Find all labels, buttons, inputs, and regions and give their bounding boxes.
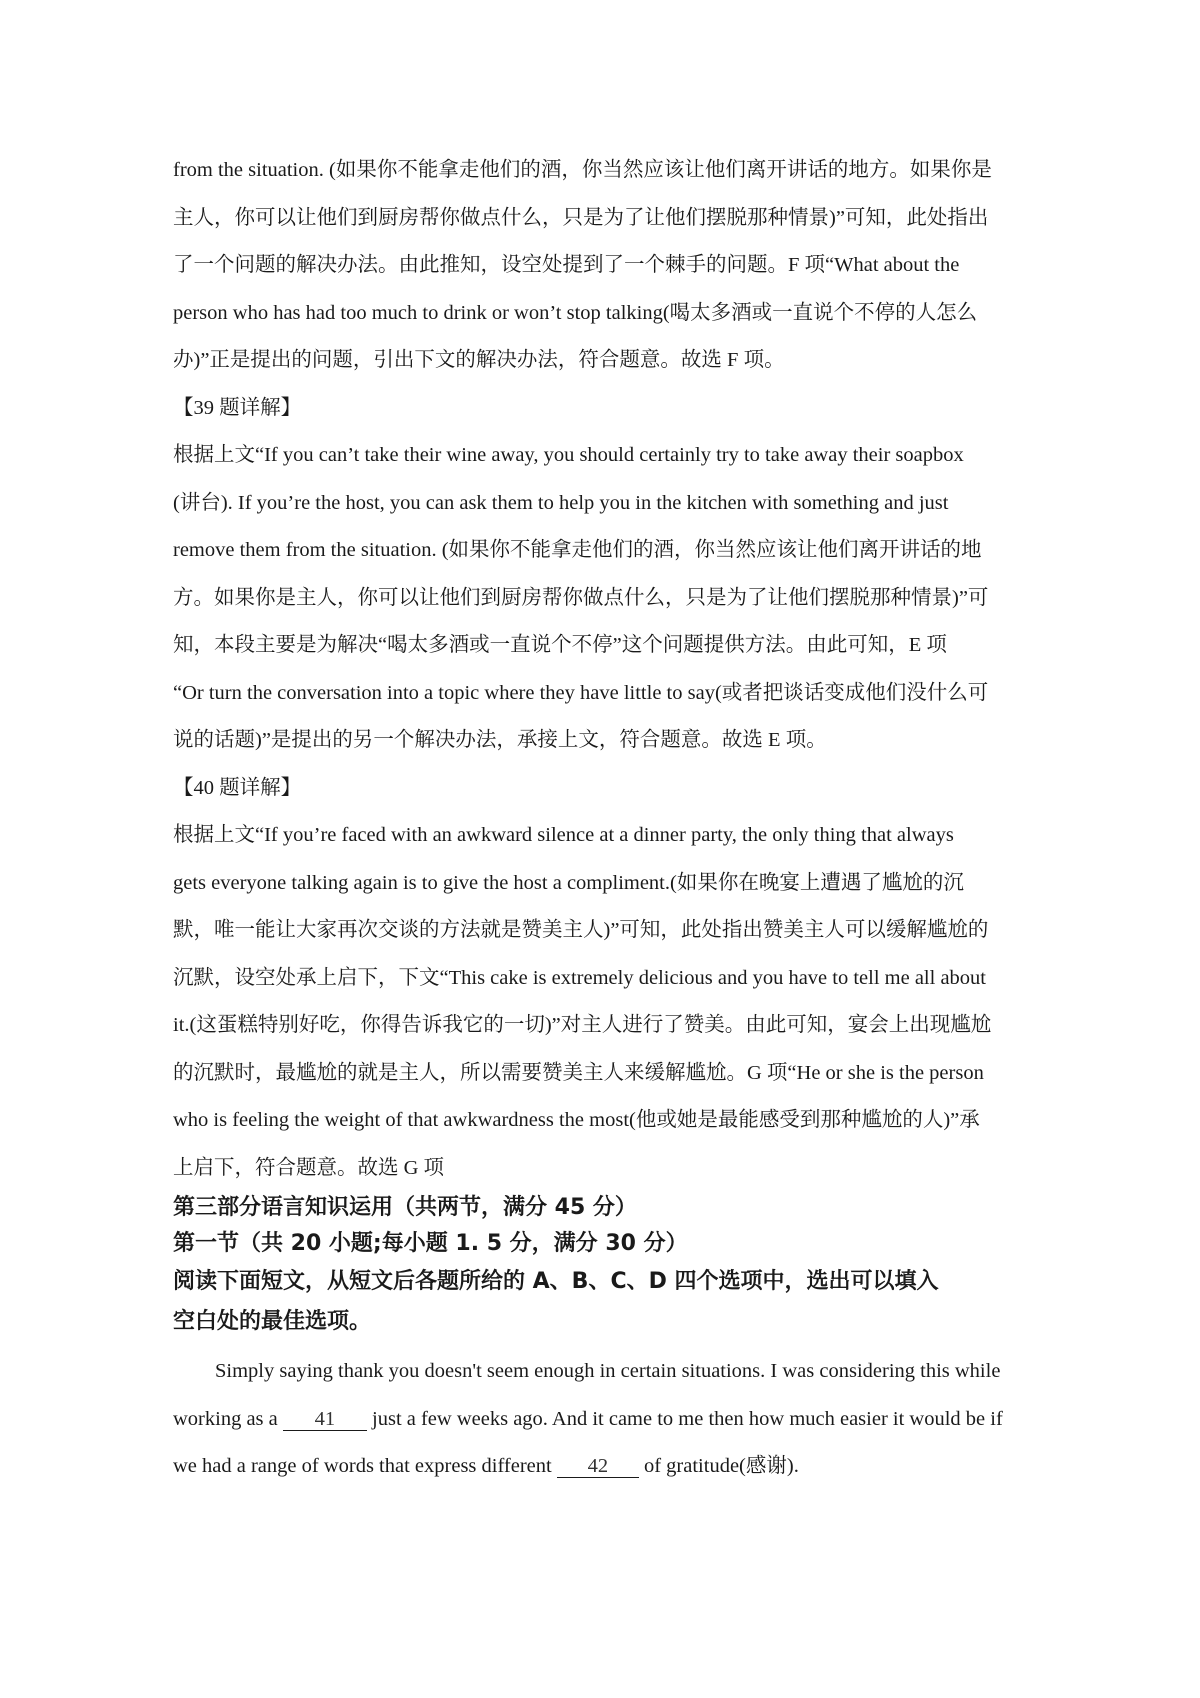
text-line: 上启下，符合题意。故选 G 项 xyxy=(173,1156,445,1179)
passage-line xyxy=(173,1443,1043,1491)
passage-text: we had a range of words that express different xyxy=(173,1455,557,1477)
text-line: 根据上文“If you’re faced with an awkward silence at a dinner party, the only thing that always xyxy=(173,824,954,846)
instruction-line: 空白处的最佳选项。 xyxy=(173,1309,372,1334)
text-line: who is feeling the weight of that awkwardness the most(他或她是最能感受到那种尴尬的人)”承 xyxy=(173,1109,980,1131)
explanation-q38-continued xyxy=(173,147,1043,385)
text-line: 知，本段主要是为解决“喝太多酒或一直说个不停”这个问题提供方法。由此可知，E 项 xyxy=(173,634,947,656)
blank-41: 41 xyxy=(283,1408,367,1431)
passage-text: just a few weeks ago. And it came to me then how much easier it would be if xyxy=(366,1407,1003,1430)
text-line: 默，唯一能让大家再次交谈的方法就是赞美主人)”可知，此处指出赞美主人可以缓解尴尬的 xyxy=(173,919,989,941)
sub-section-title: 第一节（共 20 小题;每小题 1. 5 分，满分 30 分） xyxy=(173,1231,688,1256)
text-line: remove them from the situation. (如果你不能拿走他们的酒，你当然应该让他们离开讲话的地 xyxy=(173,539,982,561)
q40-title: 【40 题详解】 xyxy=(173,776,302,799)
text-line: from the situation. (如果你不能拿走他们的酒，你当然应该让他们离开讲话的地方。如果你是 xyxy=(173,159,992,181)
part-title: 第三部分语言知识运用（共两节，满分 45 分） xyxy=(173,1195,637,1220)
explanation-q40 xyxy=(173,765,1043,1193)
text-line: it.(这蛋糕特别好吃，你得告诉我它的一切)”对主人进行了赞美。由此可知，宴会上出现尴尬 xyxy=(173,1014,992,1036)
passage-text: working as a xyxy=(173,1407,283,1430)
document-page xyxy=(173,147,1043,1491)
text-line: 主人，你可以让他们到厨房帮你做点什么，只是为了让他们摆脱那种情景)”可知，此处指出 xyxy=(173,206,989,229)
blank-42: 42 xyxy=(557,1455,639,1478)
text-line: (讲台). If you’re the host, you can ask them to help you in the kitchen with something and just xyxy=(173,491,949,514)
text-line: 的沉默时，最尴尬的就是主人，所以需要赞美主人来缓解尴尬。G 项“He or she is the person xyxy=(173,1061,984,1084)
text-line: 沉默，设空处承上启下，下文“This cake is extremely delicious and you have to tell me all about xyxy=(173,966,986,989)
text-line: gets everyone talking again is to give the host a compliment.(如果你在晚宴上遭遇了尴尬的沉 xyxy=(173,871,964,894)
text-line: 了一个问题的解决办法。由此推知，设空处提到了一个棘手的问题。F 项“What about the xyxy=(173,254,960,276)
cloze-passage xyxy=(173,1348,1043,1491)
passage-line: Simply saying thank you doesn't seem enough in certain situations. I was considering this while xyxy=(215,1360,1001,1382)
text-line: 方。如果你是主人，你可以让他们到厨房帮你做点什么，只是为了让他们摆脱那种情景)”可 xyxy=(173,586,989,609)
text-line: 根据上文“If you can’t take their wine away, you should certainly try to take away their soapbox xyxy=(173,444,964,466)
text-line: person who has had too much to drink or won’t stop talking(喝太多酒或一直说个不停的人怎么 xyxy=(173,301,978,324)
q39-title: 【39 题详解】 xyxy=(173,396,302,419)
instruction-line: 阅读下面短文，从短文后各题所给的 A、B、C、D 四个选项中，选出可以填入 xyxy=(173,1269,939,1294)
text-line: 办)”正是提出的问题，引出下文的解决办法，符合题意。故选 F 项。 xyxy=(173,349,785,371)
explanation-q39 xyxy=(173,385,1043,765)
passage-text: of gratitude(感谢). xyxy=(638,1455,799,1477)
text-line: “Or turn the conversation into a topic where they have little to say(或者把谈话变成他们没什么可 xyxy=(173,681,989,704)
passage-line xyxy=(173,1396,1043,1444)
section-heading xyxy=(173,1190,1043,1342)
text-line: 说的话题)”是提出的另一个解决办法，承接上文，符合题意。故选 E 项。 xyxy=(173,729,827,751)
